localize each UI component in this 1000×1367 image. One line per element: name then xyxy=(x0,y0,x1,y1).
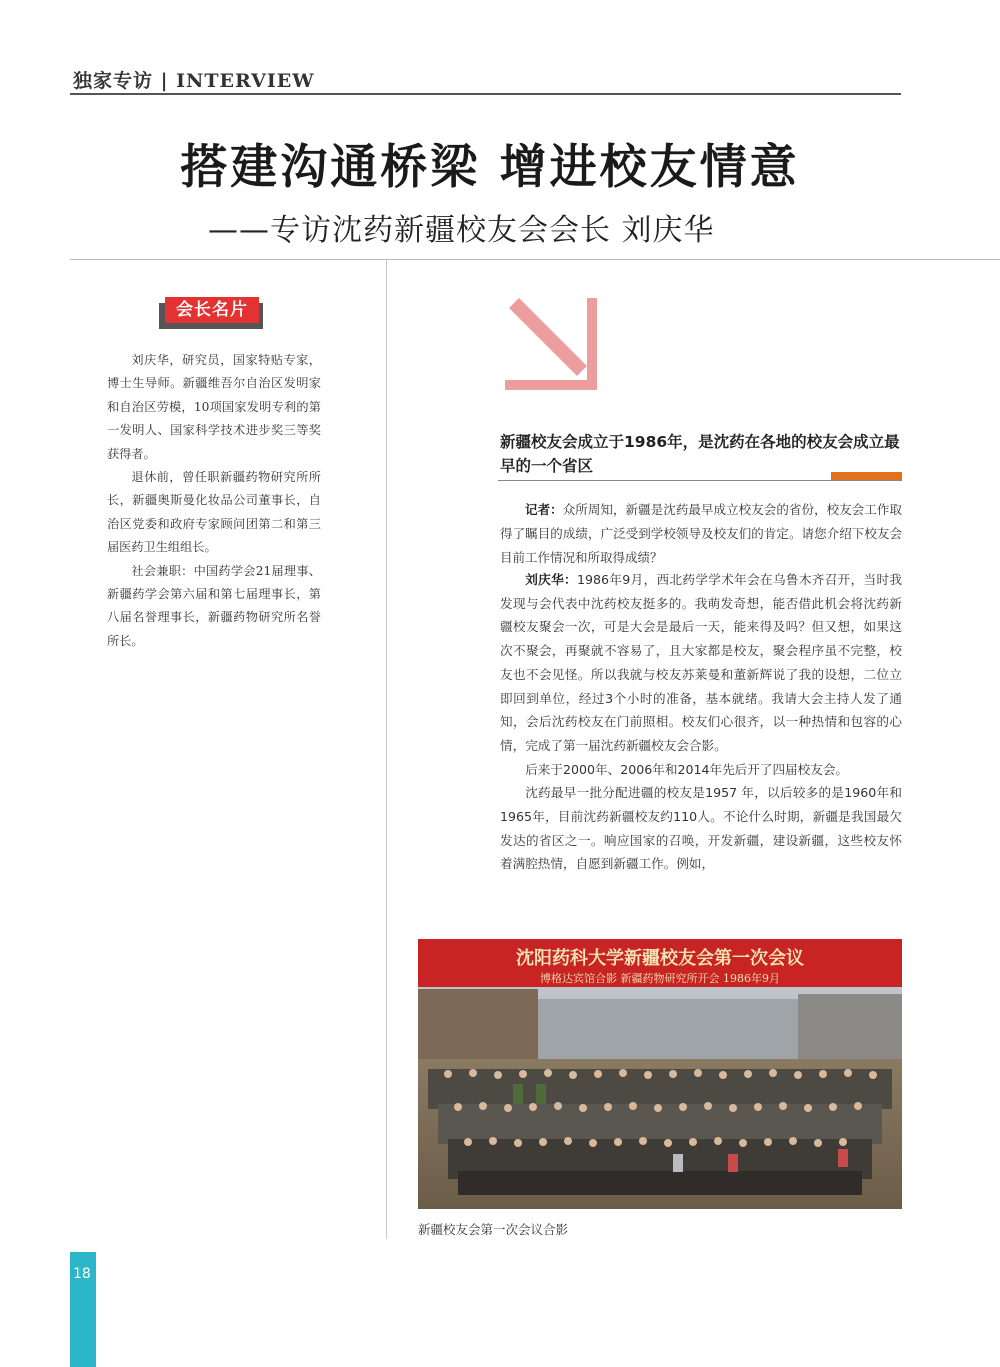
profile-badge: 会长名片 xyxy=(165,297,259,323)
photo-caption: 新疆校友会第一次会议合影 xyxy=(418,1222,569,1237)
article-subtitle: ——专访沈药新疆校友会会长 刘庆华 xyxy=(208,213,715,248)
article-title: 搭建沟通桥梁 增进校友情意 xyxy=(180,140,800,195)
body-paragraph: 后来于2000年、2006年和2014年先后开了四届校友会。 xyxy=(525,761,849,777)
photo-banner-text: 沈阳药科大学新疆校友会第一次会议 xyxy=(516,948,804,969)
bio-paragraph: 社会兼职：中国药学会21届理事、新疆药学会第六届和第七届理事长，第八届名誉理事长，新疆药物研究所名誉所长。 xyxy=(107,563,321,648)
photo-banner-subtext: 博格达宾馆合影 新疆药物研究所开会 1986年9月 xyxy=(540,972,780,985)
answer-text: 1986年9月，西北药学学术年会在乌鲁木齐召开，当时我发现与会代表中沈药校友挺多的。我萌发奇想，能否借此机会将沈药新疆校友聚会一次，可是大会是最后一天，能来得及吗？但又想，如果这次不聚会，再聚就不容易了，且大家都是校友，聚会程序虽不完整，校友也不会见怪。所以我就与校友苏莱曼和董新辉说了我的设想，二位立即回到单位，经过3个小时的准备，基本就绪。我请大会主持人发了通知，会后沈药校友在门前照相。校友们心很齐，以一种热情和包容的心情，完成了第一届沈药新疆校友会合影。 xyxy=(500,572,902,753)
question-text: 众所周知，新疆是沈药最早成立校友会的省份，校友会工作取得了瞩目的成绩，广泛受到学校领导及校友们的肯定。请您介绍下校友会目前工作情况和所取得成绩？ xyxy=(500,502,902,565)
section-header: 独家专访 | INTERVIEW xyxy=(73,70,315,92)
question-paragraph xyxy=(500,498,902,570)
body-paragraph: 沈药最早一批分配进疆的校友是1957 年，以后较多的是1960年和1965年，目前沈药新疆校友约110人。不论什么时期，新疆是我国最欠发达的省区之一。响应国家的召唤，开发新疆，建设新疆，这些校友怀着满腔热情，自愿到新疆工作。例如， xyxy=(500,785,902,872)
bio-column xyxy=(107,349,321,653)
question-speaker: 记者： xyxy=(525,502,563,517)
header-rule xyxy=(70,93,901,95)
arrow-down-right-icon xyxy=(505,298,597,390)
horizontal-divider xyxy=(70,259,1000,260)
bio-paragraph: 退休前，曾任职新疆药物研究所所长，新疆奥斯曼化妆品公司董事长，自治区党委和政府专家顾问团第二和第三届医药卫生组组长。 xyxy=(107,470,321,555)
bio-paragraph: 刘庆华，研究员，国家特贴专家，博士生导师。新疆维吾尔自治区发明家和自治区劳模，10项国家发明专利的第一发明人、国家科学技术进步奖三等奖获得者。 xyxy=(107,353,321,461)
group-photo-image xyxy=(418,939,902,1209)
crowd xyxy=(428,1069,892,1195)
answer-speaker: 刘庆华： xyxy=(525,572,577,587)
heading-rule xyxy=(498,480,902,481)
heading-accent-bar xyxy=(831,472,902,480)
section-heading: 新疆校友会成立于1986年，是沈药在各地的校友会成立最早的一个省区 xyxy=(500,433,900,475)
answer-body xyxy=(500,568,902,876)
column-divider xyxy=(386,259,387,1239)
group-photo xyxy=(418,939,902,1209)
answer-paragraph xyxy=(500,568,902,758)
page-number: 18 xyxy=(73,1266,91,1282)
